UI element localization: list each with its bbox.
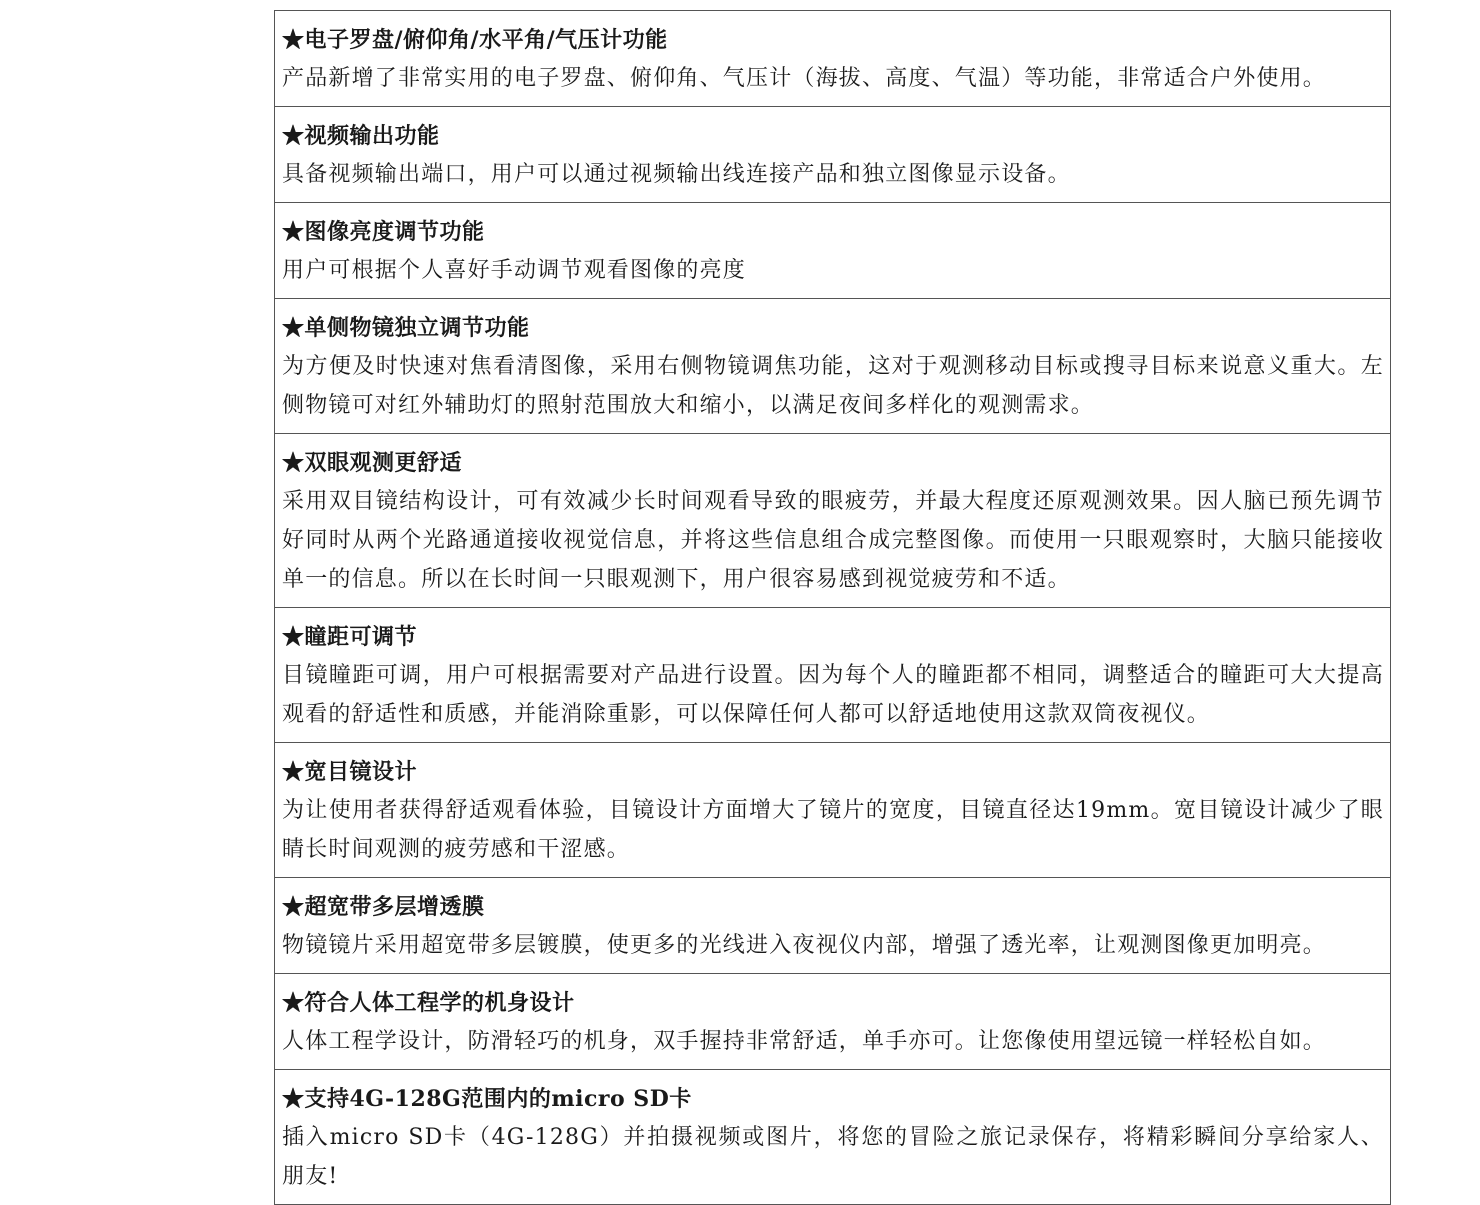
feature-description: 人体工程学设计，防滑轻巧的机身，双手握持非常舒适，单手亦可。让您像使用望远镜一样轻松自如。	[282, 1029, 1327, 1054]
feature-title: ★单侧物镜独立调节功能	[282, 315, 530, 341]
feature-description: 产品新增了非常实用的电子罗盘、俯仰角、气压计（海拔、高度、气温）等功能，非常适合户外使用。	[282, 66, 1327, 91]
feature-row-ergonomics	[275, 974, 1390, 1070]
feature-title: ★超宽带多层增透膜	[282, 894, 485, 920]
feature-row-binocular	[275, 434, 1390, 608]
feature-row-compass	[275, 11, 1390, 107]
feature-title: ★双眼观测更舒适	[282, 450, 463, 476]
feature-row-coating	[275, 878, 1390, 974]
feature-title: ★电子罗盘/俯仰角/水平角/气压计功能	[282, 27, 668, 53]
feature-row-brightness	[275, 203, 1390, 299]
feature-description: 插入micro SD卡（4G-128G）并拍摄视频或图片，将您的冒险之旅记录保存，将精彩瞬间分享给家人、朋友!	[282, 1125, 1384, 1189]
feature-title: ★图像亮度调节功能	[282, 219, 485, 245]
feature-description: 物镜镜片采用超宽带多层镀膜，使更多的光线进入夜视仪内部，增强了透光率，让观测图像更加明亮。	[282, 933, 1327, 958]
feature-table	[274, 10, 1391, 1205]
feature-title: ★宽目镜设计	[282, 759, 418, 785]
feature-title: ★视频输出功能	[282, 123, 440, 149]
feature-title: ★符合人体工程学的机身设计	[282, 990, 575, 1016]
feature-description: 目镜瞳距可调，用户可根据需要对产品进行设置。因为每个人的瞳距都不相同，调整适合的瞳距可大大提高观看的舒适性和质感，并能消除重影，可以保障任何人都可以舒适地使用这款双筒夜视仪。	[282, 663, 1384, 727]
feature-title: ★支持4G-128G范围内的micro SD卡	[282, 1086, 692, 1112]
feature-description: 为让使用者获得舒适观看体验，目镜设计方面增大了镜片的宽度，目镜直径达19mm。宽目镜设计减少了眼睛长时间观测的疲劳感和干涩感。	[282, 798, 1384, 862]
feature-row-wide-eyepiece	[275, 743, 1390, 878]
feature-description: 具备视频输出端口，用户可以通过视频输出线连接产品和独立图像显示设备。	[282, 162, 1071, 187]
feature-description: 采用双目镜结构设计，可有效减少长时间观看导致的眼疲劳，并最大程度还原观测效果。因人脑已预先调节好同时从两个光路通道接收视觉信息，并将这些信息组合成完整图像。而使用一只眼观察时，大脑只能接收单一的信息。所以在长时间一只眼观测下，用户很容易感到视觉疲劳和不适。	[282, 489, 1384, 592]
feature-row-video-output	[275, 107, 1390, 203]
feature-row-ipd	[275, 608, 1390, 743]
feature-description: 用户可根据个人喜好手动调节观看图像的亮度	[282, 258, 747, 283]
feature-row-objective-focus	[275, 299, 1390, 434]
feature-description: 为方便及时快速对焦看清图像，采用右侧物镜调焦功能，这对于观测移动目标或搜寻目标来说意义重大。左侧物镜可对红外辅助灯的照射范围放大和缩小，以满足夜间多样化的观测需求。	[282, 354, 1384, 418]
feature-title: ★瞳距可调节	[282, 624, 418, 650]
